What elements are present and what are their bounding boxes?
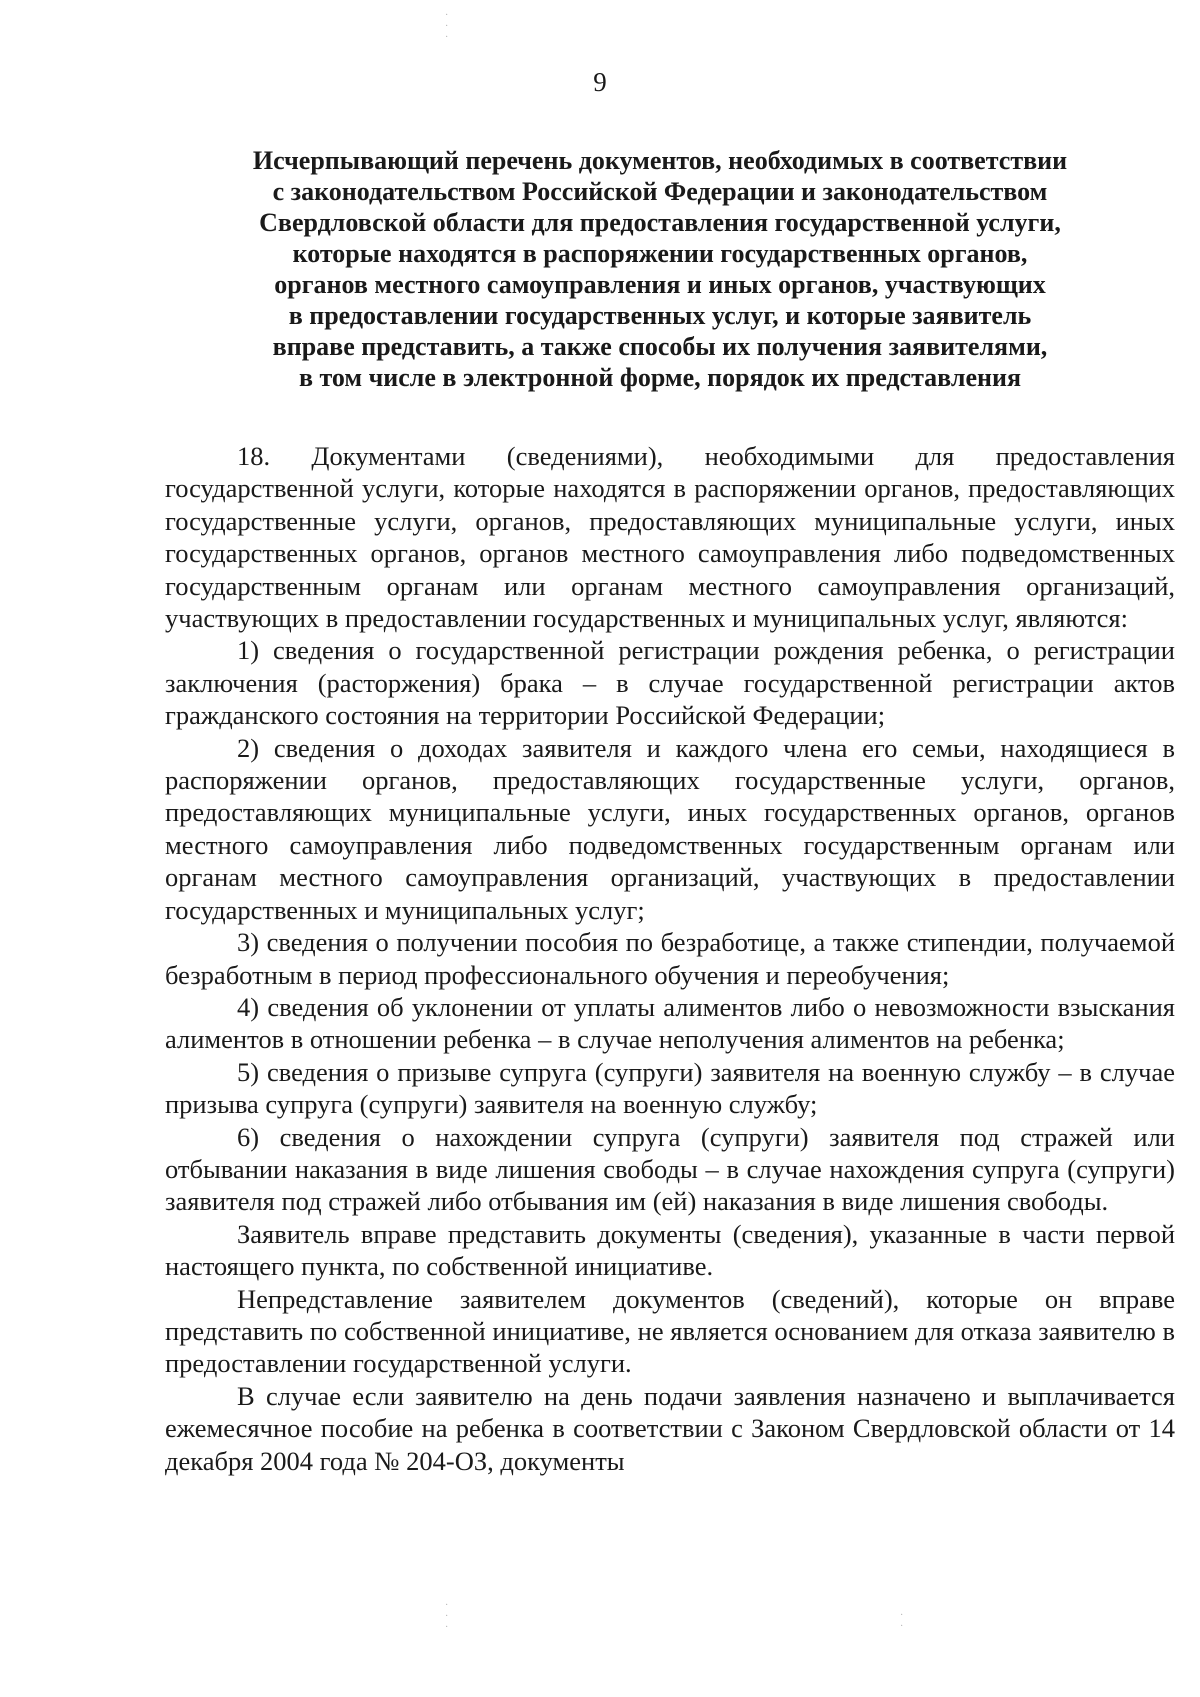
heading-line: органов местного самоуправления и иных органов, участвующих [274,270,1046,299]
list-item-4: 4) сведения об уклонении от уплаты алиментов либо о невозможности взыскания алиментов в отношении ребенка – в случае неполучения алиментов на ребенка; [165,991,1175,1055]
section-heading [160,145,1160,393]
document-body [165,440,1175,1477]
scan-artifact: · · · [445,1600,449,1633]
list-item-6: 6) сведения о нахождении супруга (супруги) заявителя под стражей или отбывании наказания в виде лишения свободы – в случае нахождения супруга (супруги) заявителя под стражей либо отбывания им (ей) наказания в виде лишения свободы. [165,1121,1175,1217]
heading-line: которые находятся в распоряжении государственных органов, [292,239,1028,268]
heading-line: в том числе в электронной форме, порядок их представления [298,363,1022,392]
paragraph-monthly-benefit: В случае если заявителю на день подачи заявления назначено и выплачивается ежемесячное пособие на ребенка в соответствии с Законом Свердловской области от 14 декабря 2004 года № 204-ОЗ, документы [165,1380,1175,1476]
page-number: 9 [593,67,607,97]
heading-line: вправе представить, а также способы их получения заявителями, [272,332,1048,361]
scan-artifact: · · · [445,10,449,43]
paragraph-applicant-right: Заявитель вправе представить документы (сведения), указанные в части первой настоящего пункта, по собственной инициативе. [165,1218,1175,1282]
list-item-2: 2) сведения о доходах заявителя и каждого члена его семьи, находящиеся в распоряжении органов, предоставляющих государственные услуги, органов, предоставляющих муниципальные услуги, иных государственных органов, органов местного самоуправления либо подведомственных государственным органам или органам местного самоуправления организаций, участвующих в предоставлении государственных и муниципальных услуг; [165,732,1175,925]
list-item-3: 3) сведения о получении пособия по безработице, а также стипендии, получаемой безработным в период профессионального обучения и переобучения; [165,927,1175,990]
list-item-1: 1) сведения о государственной регистрации рождения ребенка, о регистрации заключения (расторжения) брака – в случае государственной регистрации актов гражданского состояния на территории Российской Федерации; [165,635,1175,731]
heading-line: с законодательством Российской Федерации и законодательством [272,177,1048,206]
heading-line: в предоставлении государственных услуг, и которые заявитель [288,301,1032,330]
list-item-5: 5) сведения о призыве супруга (супруги) заявителя на военную службу – в случае призыва супруга (супруги) заявителя на военную службу; [165,1056,1175,1120]
scan-artifact: · · [900,1610,904,1632]
paragraph-item-18: 18. Документами (сведениями), необходимыми для предоставления государственной услуги, которые находятся в распоряжении органов, предоставляющих государственные услуги, органов, предоставляющих муниципальные услуги, иных государственных органов, органов местного самоуправления либо подведомственных государственным органам или органам местного самоуправления организаций, участвующих в предоставлении государственных и муниципальных услуг, являются: [165,441,1175,634]
heading-line: Свердловской области для предоставления государственной услуги, [259,208,1061,237]
paragraph-non-submission: Непредставление заявителем документов (сведений), которые он вправе представить по собственной инициативе, не является основанием для отказа заявителю в предоставлении государственной услуги. [165,1283,1175,1379]
heading-line: Исчерпывающий перечень документов, необходимых в соответствии [252,146,1068,175]
